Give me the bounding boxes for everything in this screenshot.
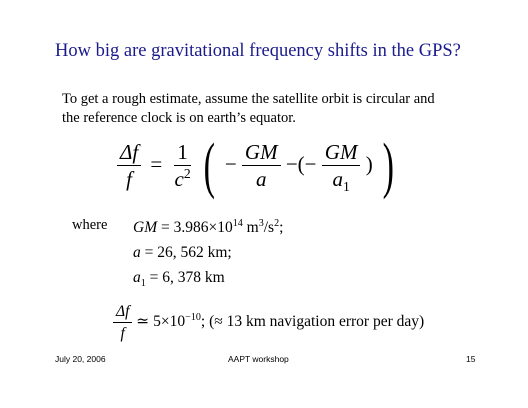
- c-numerator: 1: [174, 142, 191, 166]
- gm-semicolon: ;: [279, 219, 284, 236]
- minus-paren: −(−: [285, 151, 317, 176]
- gm-definition: [133, 219, 283, 237]
- result-note: ; (≈ 13 km navigation error per day): [200, 313, 425, 331]
- footer-page-number: 15: [466, 354, 476, 364]
- gm-symbol: GM: [133, 219, 158, 236]
- inverse-c-squared: [172, 142, 194, 190]
- result-exponent: −10: [185, 311, 201, 323]
- footer-event: AAPT workshop: [228, 354, 289, 364]
- term1-numerator: GM: [242, 142, 281, 166]
- intro-line-2: the reference clock is on earth’s equator.: [62, 110, 296, 126]
- term2-numerator: GM: [322, 142, 361, 166]
- term2-denominator: a: [332, 167, 343, 191]
- gm-exponent: 14: [232, 217, 243, 229]
- gm-unit: m: [242, 219, 259, 236]
- gm-unit-exponent: 3: [258, 217, 264, 229]
- lhs-denominator: f: [126, 167, 132, 191]
- gm-unit-time: /s: [263, 219, 275, 236]
- result-fraction: [113, 304, 132, 341]
- a1-symbol: a: [133, 269, 141, 286]
- a1-subscript: 1: [140, 278, 146, 290]
- term2-fraction: [322, 140, 361, 195]
- where-label: where: [72, 217, 108, 233]
- lhs-numerator: Δf: [117, 142, 141, 166]
- a-symbol: a: [133, 244, 141, 261]
- footer-date: July 20, 2006: [55, 354, 106, 364]
- a-definition: [133, 244, 232, 262]
- a1-definition: [133, 269, 225, 290]
- term2-subscript: 1: [342, 179, 350, 195]
- equals-sign: =: [150, 151, 163, 176]
- right-paren: ): [382, 132, 394, 200]
- close-paren-small: ): [365, 151, 373, 176]
- gm-unit-time-exponent: 2: [274, 217, 280, 229]
- term1-fraction: [242, 142, 281, 190]
- c-symbol: c: [174, 167, 184, 191]
- intro-line-1: To get a rough estimate, assume the satellite orbit is circular and: [62, 91, 435, 107]
- minus-sign: −: [224, 151, 237, 176]
- intro-text: [62, 90, 435, 128]
- result-numerator: Δf: [113, 304, 132, 323]
- result-equation: [113, 304, 424, 341]
- slide-title: How big are gravitational frequency shifts in the GPS?: [55, 41, 461, 61]
- left-paren: (: [203, 132, 215, 200]
- result-value: ≃ 5×10: [136, 313, 186, 331]
- a1-value: = 6, 378 km: [149, 269, 225, 286]
- lhs-fraction: [117, 142, 141, 190]
- result-denominator: f: [120, 324, 125, 342]
- gm-value: = 3.986×10: [160, 219, 233, 236]
- term1-denominator: a: [256, 167, 267, 191]
- c-exponent: 2: [183, 166, 191, 181]
- a-value: = 26, 562 km;: [144, 244, 232, 261]
- frequency-shift-equation: [117, 132, 399, 200]
